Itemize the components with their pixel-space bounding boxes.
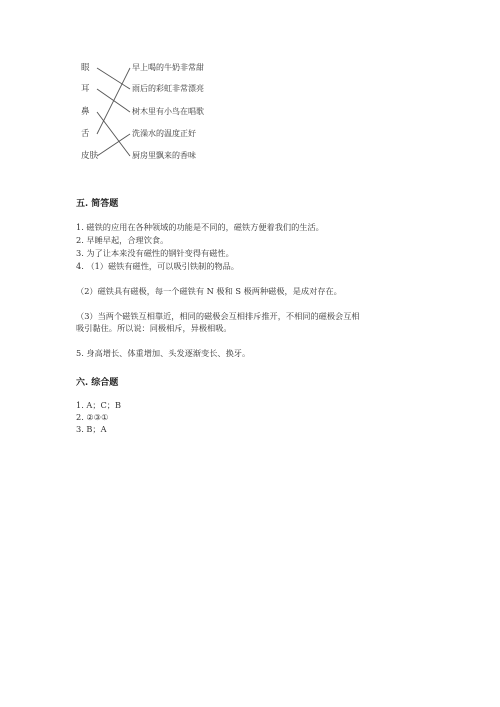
left-item-skin: 皮肤 <box>81 151 99 161</box>
matching-lines <box>0 0 500 180</box>
match-line-nose <box>97 112 130 156</box>
right-item-3: 树木里有小鸟在唱歌 <box>132 107 204 116</box>
right-item-5: 厨房里飘来的香味 <box>132 151 196 160</box>
right-item-2: 雨后的彩虹非常漂亮 <box>132 84 204 93</box>
left-item-eye: 眼 <box>81 63 90 73</box>
left-item-ear: 耳 <box>81 84 90 94</box>
match-line-tongue <box>97 68 130 134</box>
section6-line-2: 2. ②③① <box>76 412 109 422</box>
section5-line-1: 1. 磁铁的应用在各种领域的功能是不同的，磁铁方便着我们的生活。 <box>76 222 324 232</box>
matching-exercise <box>0 0 500 180</box>
section6-line-3: 3. B；A <box>76 424 107 434</box>
right-item-1: 早上喝的牛奶非常甜 <box>132 63 204 72</box>
section5-line-8: 5. 身高增长、体重增加、头发逐渐变长、换牙。 <box>76 348 251 358</box>
section6-line-1: 1. A；C；B <box>76 400 121 410</box>
left-item-nose: 鼻 <box>81 107 90 117</box>
section5-line-3: 3. 为了让本来没有磁性的钢针变得有磁性。 <box>76 248 234 258</box>
section5-line-2: 2. 早睡早起，合理饮食。 <box>76 235 169 245</box>
section5-line-5: （2）磁铁具有磁极，每一个磁铁有 N 极和 S 极两种磁极，是成对存在。 <box>76 286 342 296</box>
section5-line-6: （3）当两个磁铁互相靠近，相同的磁极会互相排斥推开，不相同的磁极会互相 <box>76 311 360 321</box>
section5-line-4: 4. （1）磁铁有磁性，可以吸引铁制的物品。 <box>76 261 239 271</box>
section5-title: 五. 简答题 <box>76 199 119 209</box>
section5-line-7: 吸引黏住。所以说：同极相斥，异极相吸。 <box>76 323 232 333</box>
section6-title: 六. 综合题 <box>76 378 119 388</box>
match-line-skin <box>97 134 130 156</box>
right-item-4: 洗澡水的温度正好 <box>132 129 196 138</box>
left-item-tongue: 舌 <box>81 129 90 139</box>
